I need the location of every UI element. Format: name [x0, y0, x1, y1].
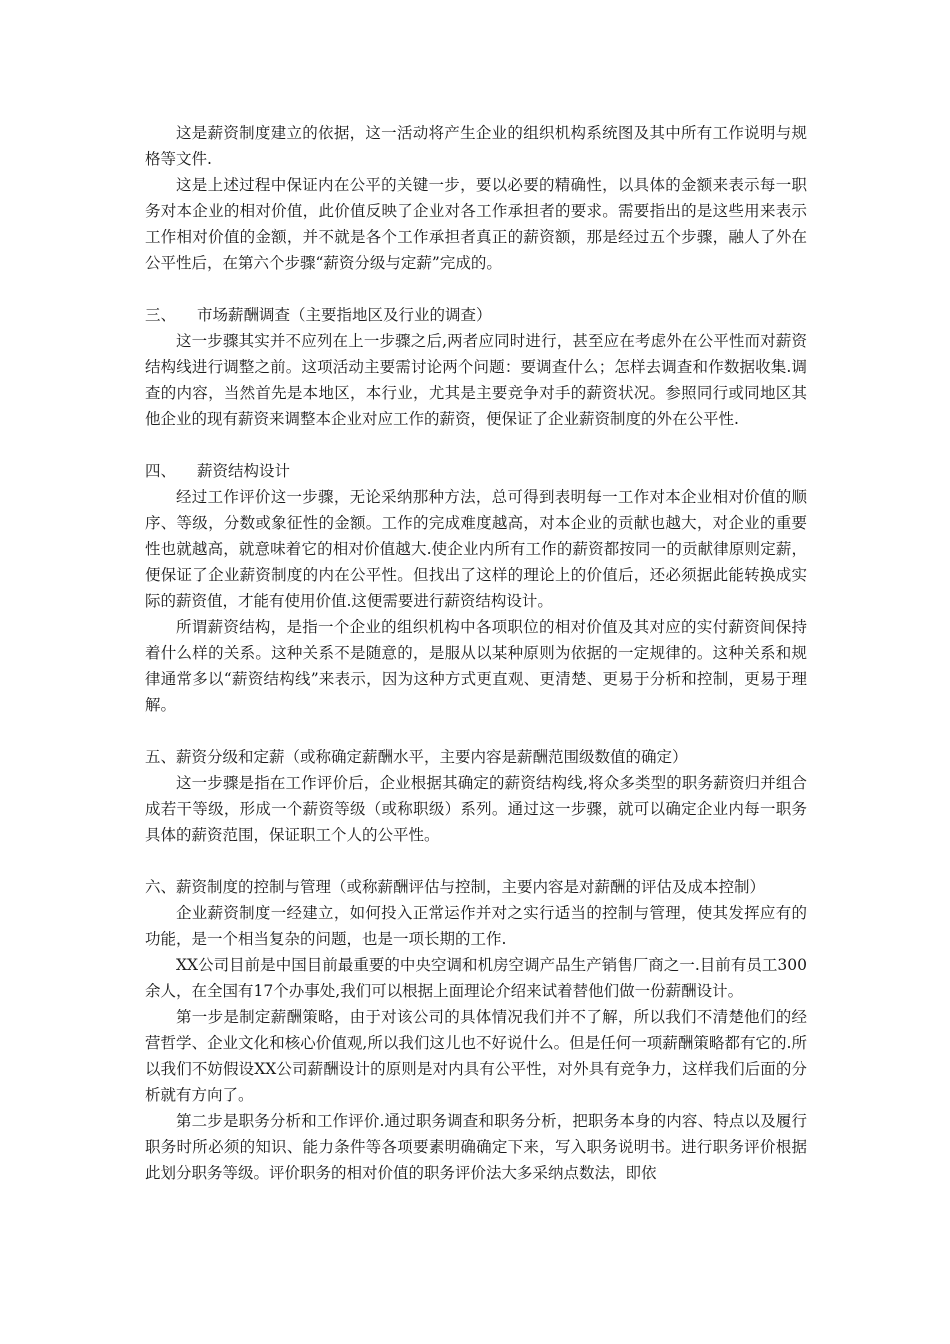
section-title: 薪资结构设计	[197, 462, 291, 480]
paragraph: 这是上述过程中保证内在公平的关键一步，要以必要的精确性，以具体的金额来表示每一职务对本企业的相对价值，此价值反映了企业对各工作承担者的要求。需要指出的是这些用来表示工作相对价值的金额，并不就是各个工作承担者真正的薪资额，那是经过五个步骤，融人了外在公平性后，在第六个步骤“薪资分级与定薪”完成的。	[145, 176, 807, 272]
paragraph: 所谓薪资结构，是指一个企业的组织机构中各项职位的相对价值及其对应的实付薪资间保持着什么样的关系。这种关系不是随意的，是服从以某种原则为依据的一定规律的。这种关系和规律通常多以“薪资结构线”来表示，因为这种方式更直观、更清楚、更易于分析和控制，更易于理解。	[145, 618, 807, 714]
paragraph: 这一步骤是指在工作评价后，企业根据其确定的薪资结构线,将众多类型的职务薪资归并组合成若干等级，形成一个薪资等级（或称职级）系列。通过这一步骤，就可以确定企业内每一职务具体的薪资范围，保证职工个人的公平性。	[145, 774, 807, 844]
document-page	[145, 120, 807, 1186]
paragraph: 这一步骤其实并不应列在上一步骤之后,两者应同时进行，甚至应在考虑外在公平性而对薪资结构线进行调整之前。这项活动主要需讨论两个问题：要调查什么；怎样去调查和作数据收集.调查的内容，当然首先是本地区，本行业，尤其是主要竞争对手的薪资状况。参照同行或同地区其他企业的现有薪资来调整本企业对应工作的薪资，便保证了企业薪资制度的外在公平性.	[145, 332, 807, 428]
section-title: 市场薪酬调查（主要指地区及行业的调查）	[197, 306, 492, 324]
paragraph: 企业薪资制度一经建立，如何投入正常运作并对之实行适当的控制与管理，使其发挥应有的功能，是一个相当复杂的问题，也是一项长期的工作.	[145, 904, 807, 948]
section-heading-3	[145, 302, 807, 328]
paragraph: 这是薪资制度建立的依据，这一活动将产生企业的组织机构系统图及其中所有工作说明与规格等文件.	[145, 124, 807, 168]
section-number: 三、	[145, 306, 177, 324]
section-number: 四、	[145, 462, 177, 480]
paragraph: 第一步是制定薪酬策略，由于对该公司的具体情况我们并不了解，所以我们不清楚他们的经营哲学、企业文化和核心价值观,所以我们这儿也不好说什么。但是任何一项薪酬策略都有它的.所以我们不妨假设XX公司薪酬设计的原则是对内具有公平性，对外具有竞争力，这样我们后面的分析就有方向了。	[145, 1008, 807, 1104]
section-heading-6: 六、薪资制度的控制与管理（或称薪酬评估与控制，主要内容是对薪酬的评估及成本控制）	[145, 878, 766, 896]
section-heading-5: 五、薪资分级和定薪（或称确定薪酬水平，主要内容是薪酬范围级数值的确定）	[145, 748, 688, 766]
section-heading-4	[145, 458, 807, 484]
paragraph: XX公司目前是中国目前最重要的中央空调和机房空调产品生产销售厂商之一.目前有员工300余人，在全国有17个办事处,我们可以根据上面理论介绍来试着替他们做一份薪酬设计。	[145, 956, 807, 1000]
paragraph: 第二步是职务分析和工作评价.通过职务调查和职务分析，把职务本身的内容、特点以及履行职务时所必须的知识、能力条件等各项要素明确确定下来，写入职务说明书。进行职务评价根据此划分职务等级。评价职务的相对价值的职务评价法大多采纳点数法，即依	[145, 1112, 807, 1182]
paragraph: 经过工作评价这一步骤，无论采纳那种方法，总可得到表明每一工作对本企业相对价值的顺序、等级，分数或象征性的金额。工作的完成难度越高，对本企业的贡献也越大，对企业的重要性也就越高，就意味着它的相对价值越大.使企业内所有工作的薪资都按同一的贡献律原则定薪，便保证了企业薪资制度的内在公平性。但找出了这样的理论上的价值后，还必须据此能转换成实际的薪资值，才能有使用价值.这便需要进行薪资结构设计。	[145, 488, 807, 610]
